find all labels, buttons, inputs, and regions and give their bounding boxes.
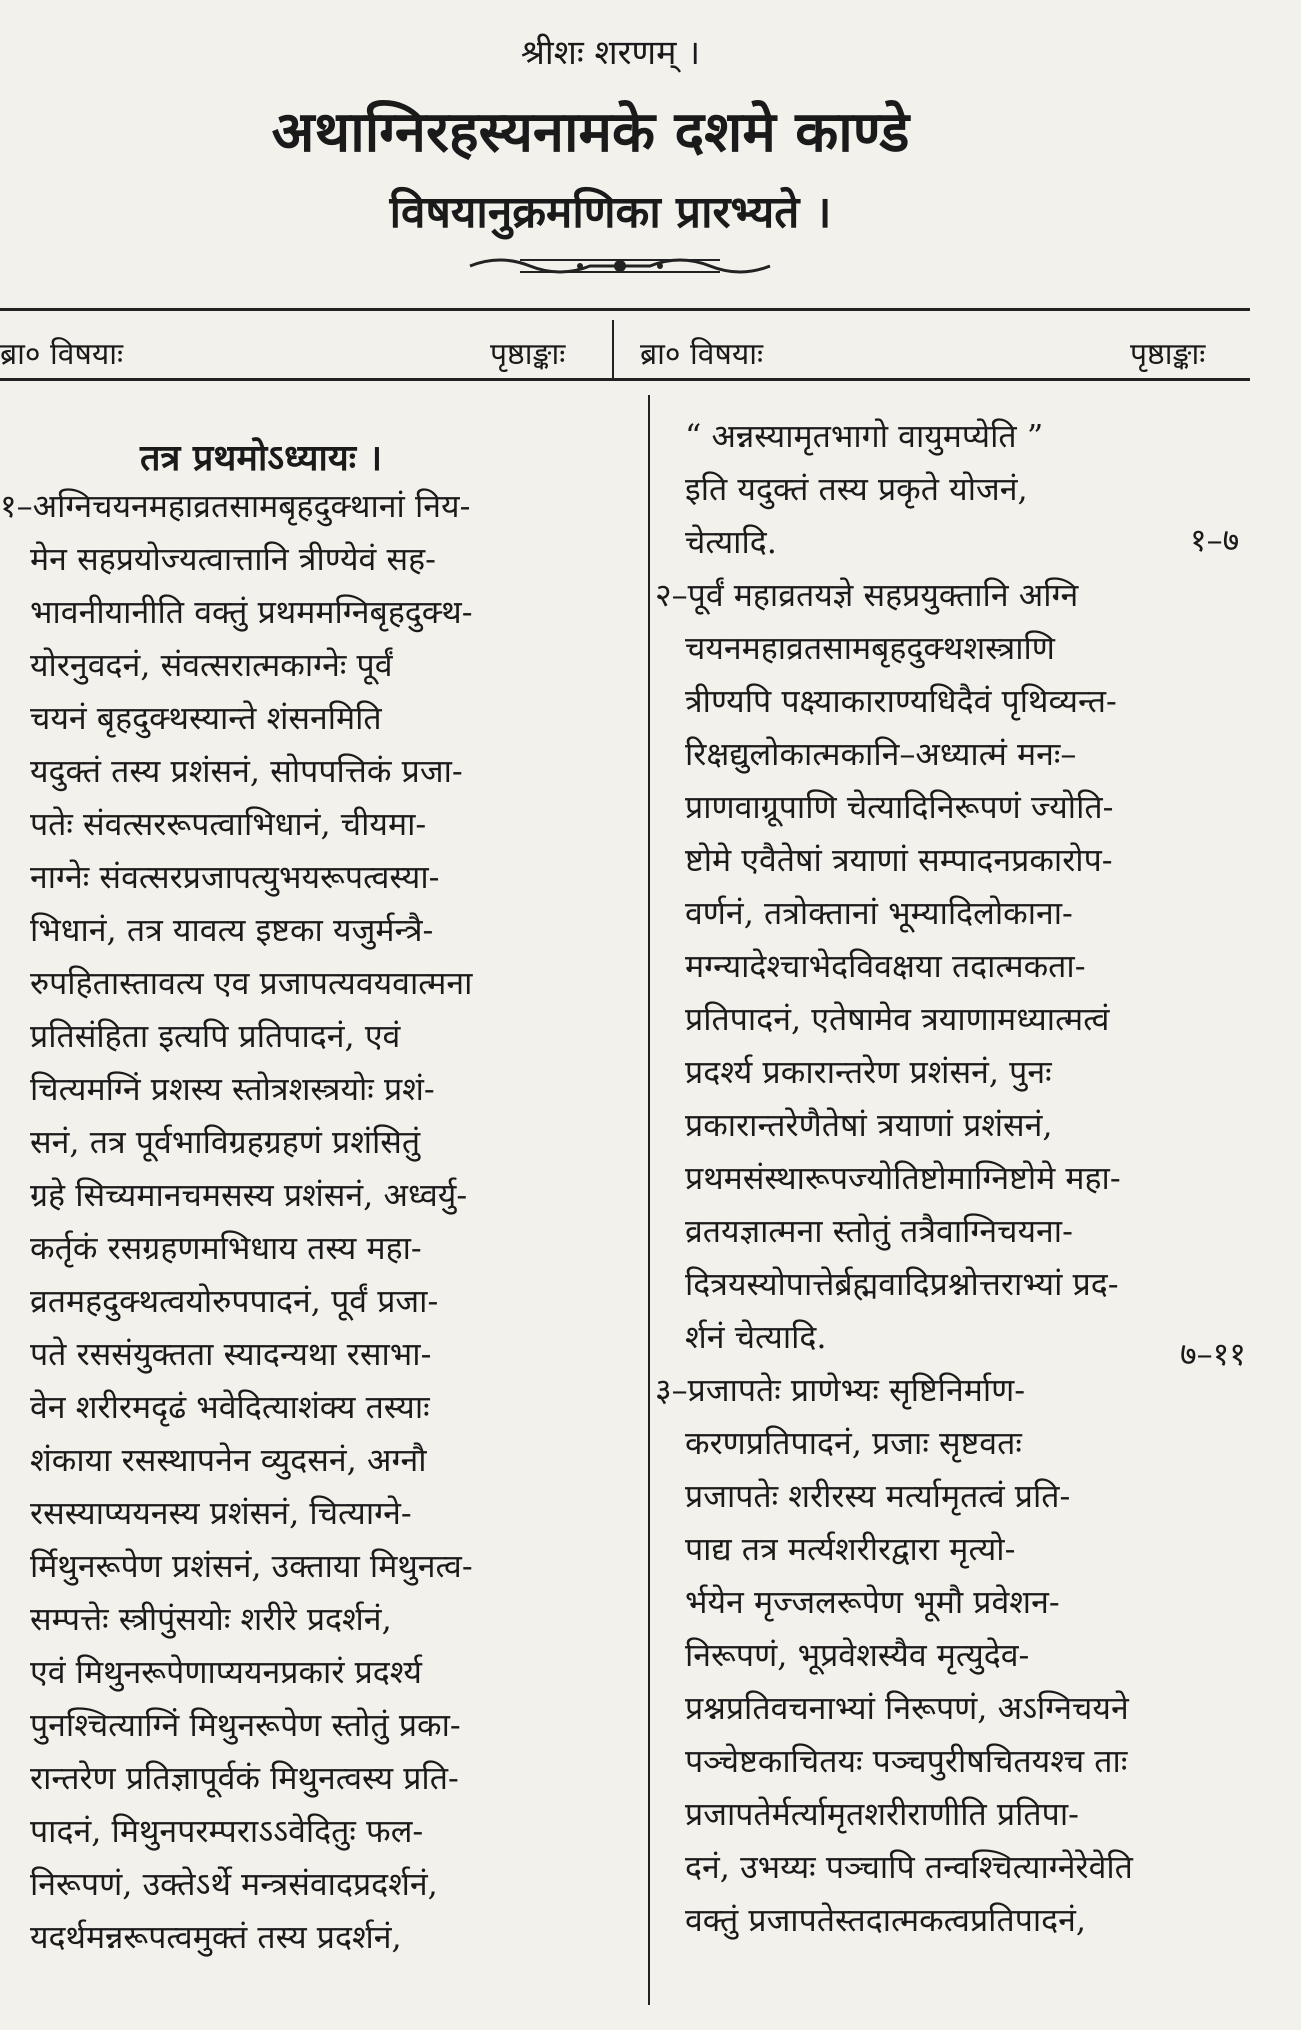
text-line: प्रतिसंहिता इत्यपि प्रतिपादनं, एवं: [30, 1017, 401, 1055]
text-line: प्रथमसंस्थारूपज्योतिष्टोमाग्निष्टोमे महा-: [685, 1159, 1121, 1197]
text-line: र्शनं चेत्यादि.: [685, 1318, 827, 1356]
text-line: निरूपणं, उक्तेऽर्थे मन्त्रसंवादप्रदर्शनं,: [30, 1865, 438, 1903]
text-line: निरूपणं, भूप्रवेशस्यैव मृत्युदेव-: [685, 1636, 1030, 1674]
left-column-heading: ब्रा० विषयाः: [0, 337, 124, 372]
text-line: चित्यमग्निं प्रशस्य स्तोत्रशस्त्रयोः प्रशं-: [30, 1070, 435, 1108]
text-line: वर्णनं, तत्रोक्तानां भूम्यादिलोकाना-: [685, 894, 1073, 932]
text-line: पाद्य तत्र मर्त्यशरीरद्वारा मृत्यो-: [685, 1530, 1016, 1568]
text-line: मग्न्यादेश्चाभेदविवक्षया तदात्मकता-: [685, 947, 1086, 985]
text-line: पञ्चेष्टकाचितयः पञ्चपुरीषचितयश्च ताः: [685, 1742, 1128, 1780]
text-line: प्रतिपादनं, एतेषामेव त्रयाणामध्यात्मत्वं: [685, 1000, 1110, 1038]
text-line: यदुक्तं तस्य प्रशंसनं, सोपपत्तिकं प्रजा-: [30, 752, 463, 790]
text-line: १–अग्निचयनमहाव्रतसामबृहदुक्थानां निय-: [0, 487, 471, 525]
text-line: सनं, तत्र पूर्वभाविग्रहग्रहणं प्रशंसितुं: [30, 1123, 421, 1161]
page-subtitle: विषयानुक्रमणिका प्रारभ्यते ।: [389, 187, 832, 238]
chapter-title: तत्र प्रथमोऽध्यायः ।: [140, 437, 383, 479]
text-line: र्भयेन मृज्जलरूपेण भूमौ प्रवेशन-: [685, 1583, 1060, 1621]
text-line: नाग्नेः संवत्सरप्रजापत्युभयरूपत्वस्या-: [30, 858, 440, 896]
text-line: चयनं बृहदुक्थस्यान्ते शंसनमिति: [30, 699, 382, 737]
text-line: रिक्षद्युलोकात्मकानि–अध्यात्मं मनः–: [685, 735, 1077, 773]
right-column-text: [655, 410, 1145, 1947]
text-line: भावनीयानीति वक्तुं प्रथममग्निबृहदुक्थ-: [30, 593, 473, 631]
text-line: पतेः संवत्सररूपत्वाभिधानं, चीयमा-: [30, 805, 427, 843]
right-column-heading: ब्रा० विषयाः: [640, 337, 764, 372]
text-line: प्रकारान्तरेणैतेषां त्रयाणां प्रशंसनं,: [685, 1106, 1053, 1144]
text-line: सम्पत्तेः स्त्रीपुंसयोः शरीरे प्रदर्शनं,: [30, 1600, 392, 1638]
text-line: चेत्यादि.: [685, 523, 777, 561]
text-line: वक्तुं प्रजापतेस्तदात्मकत्वप्रतिपादनं,: [685, 1901, 1087, 1939]
text-line: रसस्याप्ययनस्य प्रशंसनं, चित्याग्ने-: [30, 1494, 412, 1532]
text-line: इति यदुक्तं तस्य प्रकृते योजनं,: [685, 470, 1028, 508]
text-line: ष्टोमे एवैतेषां त्रयाणां सम्पादनप्रकारोप-: [685, 841, 1113, 879]
text-line: रुपहितास्तावत्य एव प्रजापत्यवयवात्मना: [30, 964, 473, 1002]
text-line: “ अन्नस्यामृतभागो वायुमप्येति ”: [685, 417, 1044, 455]
text-line: करणप्रतिपादनं, प्रजाः सृष्टवतः: [685, 1424, 1022, 1462]
text-line: व्रतयज्ञात्मना स्तोतुं तत्रैवाग्निचयना-: [685, 1212, 1073, 1250]
left-column-text: [0, 480, 590, 1964]
text-line: २–पूर्वं महाव्रतयज्ञे सहप्रयुक्तानि अग्नि: [655, 576, 1079, 614]
text-line: शंकाया रसस्थापनेन व्युदसनं, अग्नौ: [30, 1441, 427, 1479]
text-line: रान्तरेण प्रतिज्ञापूर्वकं मिथुनत्वस्य प्रति-: [30, 1759, 459, 1797]
page-ref-second: ७–११: [1180, 1335, 1246, 1373]
text-line: चयनमहाव्रतसामबृहदुक्थशस्त्राणि: [685, 629, 1055, 667]
text-line: प्रदर्श्य प्रकारान्तरेण प्रशंसनं, पुनः: [685, 1053, 1052, 1091]
right-page-heading: पृष्ठाङ्काः: [1130, 337, 1206, 372]
text-line: योरनुवदनं, संवत्सरात्मकाग्नेः पूर्वं: [30, 646, 393, 684]
table-top-rule: [0, 308, 1250, 311]
text-line: पादनं, मिथुनपरम्पराऽऽवेदितुः फल-: [30, 1812, 424, 1850]
text-line: ग्रहे सिच्यमानचमसस्य प्रशंसनं, अध्वर्यु-: [30, 1176, 468, 1214]
column-divider: [648, 395, 650, 2005]
text-line: वेन शरीरमदृढं भवेदित्याशंक्य तस्याः: [30, 1388, 430, 1426]
text-line: प्रजापतेः शरीरस्य मर्त्यामृतत्वं प्रति-: [685, 1477, 1071, 1515]
ornament-divider: [460, 246, 780, 286]
table-header-rule: [0, 378, 1250, 381]
left-page-heading: पृष्ठाङ्काः: [490, 337, 566, 372]
text-line: दित्रयस्योपात्तेर्ब्रह्मवादिप्रश्नोत्तराभ्यां प्रद-: [685, 1265, 1119, 1303]
text-line: र्मिथुनरूपेण प्रशंसनं, उक्ताया मिथुनत्व-: [30, 1547, 473, 1585]
invocation-line: श्रीशः शरणम् ।: [520, 33, 701, 73]
text-line: दनं, उभय्यः पञ्चापि तन्वश्चित्याग्नेरेवेति: [685, 1848, 1133, 1886]
text-line: प्रश्नप्रतिवचनाभ्यां निरूपणं, अऽग्निचयने: [685, 1689, 1129, 1727]
header-column-divider: [612, 320, 614, 380]
text-line: कर्तृकं रसग्रहणमभिधाय तस्य महा-: [30, 1229, 422, 1267]
text-line: पुनश्चित्याग्निं मिथुनरूपेण स्तोतुं प्रका-: [30, 1706, 461, 1744]
page-title: अथाग्निरहस्यनामके दशमे काण्डे: [271, 99, 910, 165]
text-line: भिधानं, तत्र यावत्य इष्टका यजुर्मन्त्रै-: [30, 911, 434, 949]
text-line: व्रतमहदुक्थत्वयोरुपपादनं, पूर्वं प्रजा-: [30, 1282, 439, 1320]
text-line: एवं मिथुनरूपेणाप्ययनप्रकारं प्रदर्श्य: [30, 1653, 422, 1691]
text-line: त्रीण्यपि पक्ष्याकाराण्यधिदैवं पृथिव्यन्त-: [685, 682, 1117, 720]
text-line: प्राणवाग्रूपाणि चेत्यादिनिरूपणं ज्योति-: [685, 788, 1114, 826]
text-line: यदर्थमन्नरूपत्वमुक्तं तस्य प्रदर्शनं,: [30, 1918, 402, 1956]
text-line: पते रससंयुक्तता स्यादन्यथा रसाभा-: [30, 1335, 432, 1373]
page-ref-first: १–७: [1190, 521, 1240, 559]
text-line: ३–प्रजापतेः प्राणेभ्यः सृष्टिनिर्माण-: [655, 1371, 1026, 1409]
text-line: मेन सहप्रयोज्यत्वात्तानि त्रीण्येवं सह-: [30, 540, 436, 578]
text-line: प्रजापतेर्मर्त्यामृतशरीराणीति प्रतिपा-: [685, 1795, 1079, 1833]
